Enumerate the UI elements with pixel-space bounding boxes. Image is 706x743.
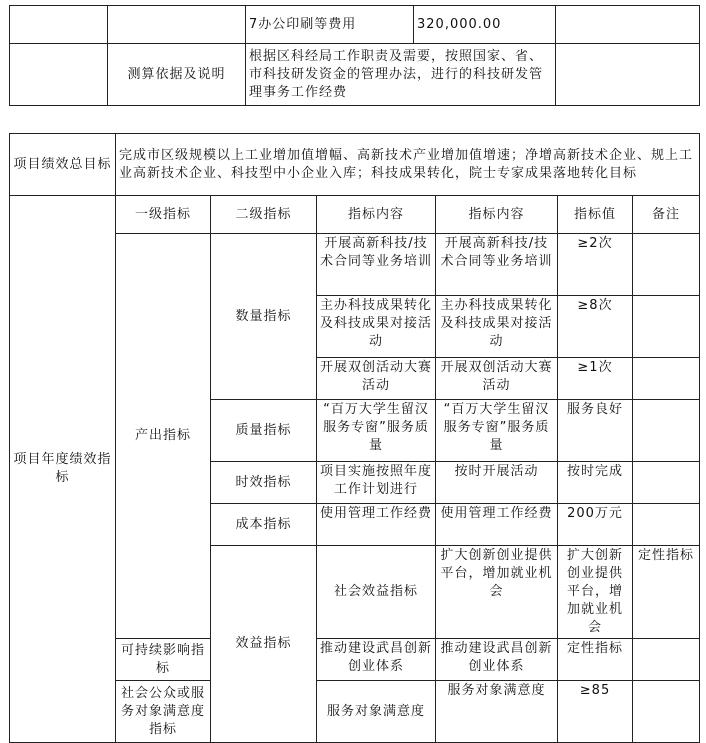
remark-cell	[633, 234, 700, 296]
remark-cell	[633, 681, 700, 743]
header-value: 指标值	[558, 196, 633, 234]
indicator-value: ≥2次	[558, 234, 633, 296]
indicator-content: 使用管理工作经费	[436, 504, 558, 546]
indicator-content: 主办科技成果转化及科技成果对接活动	[436, 296, 558, 358]
indicator-value: 定性指标	[633, 546, 700, 639]
annual-indicators-label: 项目年度绩效指标	[10, 196, 116, 743]
expense-item: 7办公印刷等费用	[246, 6, 414, 44]
level2-quantity: 数量指标	[211, 234, 317, 400]
indicator-value: ≥8次	[558, 296, 633, 358]
indicator-value: 200万元	[558, 504, 633, 546]
remark-cell	[633, 358, 700, 400]
level2-cost: 成本指标	[211, 504, 317, 546]
level2-social: 社会效益指标	[317, 546, 436, 639]
remark-cell	[633, 296, 700, 358]
header-content: 指标内容	[436, 196, 558, 234]
indicator-content: “百万大学生留汉服务专窗”服务质量	[317, 400, 436, 462]
header-content: 指标内容	[317, 196, 436, 234]
indicator-content: 推动建设武昌创新创业体系	[317, 639, 436, 681]
empty-cell	[108, 6, 246, 44]
indicator-content: 按时开展活动	[436, 462, 558, 504]
remark-cell	[633, 639, 700, 681]
remark-cell	[633, 462, 700, 504]
performance-table	[9, 133, 700, 743]
level2-satisfaction: 社会公众或服务对象满意度指标	[116, 681, 211, 743]
level2-sustain: 可持续影响指标	[116, 639, 211, 681]
level1-output: 产出指标	[116, 234, 211, 639]
empty-cell	[10, 44, 108, 106]
budget-detail-table	[9, 5, 700, 106]
indicator-content: 使用管理工作经费	[317, 504, 436, 546]
indicator-content: 开展双创活动大赛活动	[317, 358, 436, 400]
level1-benefit: 效益指标	[211, 546, 317, 743]
level2-timeliness: 时效指标	[211, 462, 317, 504]
remark-cell	[633, 504, 700, 546]
empty-cell	[556, 44, 700, 106]
basis-label: 测算依据及说明	[108, 44, 246, 106]
overall-goal-text: 完成市区级规模以上工业增加值增幅、高新技术产业增加值增速；净增高新技术企业、规上工业高新技术企业、科技型中小企业入库；科技成果转化，院士专家成果落地转化目标	[116, 134, 700, 196]
indicator-content: “百万大学生留汉服务专窗”服务质量	[436, 400, 558, 462]
indicator-value: 服务良好	[558, 400, 633, 462]
indicator-content: 开展高新科技/技术合同等业务培训	[317, 234, 436, 296]
empty-cell	[556, 6, 700, 44]
level2-quality: 质量指标	[211, 400, 317, 462]
empty-cell	[10, 6, 108, 44]
indicator-content: 开展高新科技/技术合同等业务培训	[436, 234, 558, 296]
indicator-content: 扩大创新创业提供平台，增加就业机会	[436, 546, 558, 639]
indicator-value: 按时完成	[558, 462, 633, 504]
indicator-content: 服务对象满意度	[317, 681, 436, 743]
indicator-value: 定性指标	[558, 639, 633, 681]
indicator-value: ≥85	[558, 681, 633, 743]
expense-amount: 320,000.00	[414, 6, 556, 44]
indicator-content: 开展双创活动大赛活动	[436, 358, 558, 400]
indicator-content: 扩大创新创业提供平台，增加就业机会	[558, 546, 633, 639]
indicator-content: 主办科技成果转化及科技成果对接活动	[317, 296, 436, 358]
indicator-content: 项目实施按照年度工作计划进行	[317, 462, 436, 504]
remark-cell	[633, 400, 700, 462]
indicator-content: 服务对象满意度	[436, 681, 558, 743]
header-remark: 备注	[633, 196, 700, 234]
indicator-value: ≥1次	[558, 358, 633, 400]
indicator-content: 推动建设武昌创新创业体系	[436, 639, 558, 681]
header-level2: 二级指标	[211, 196, 317, 234]
overall-goal-label: 项目绩效总目标	[10, 134, 116, 196]
header-level1: 一级指标	[116, 196, 211, 234]
basis-text: 根据区科经局工作职责及需要，按照国家、省、市科技研发资金的管理办法，进行的科技研发管理事务工作经费	[246, 44, 556, 106]
